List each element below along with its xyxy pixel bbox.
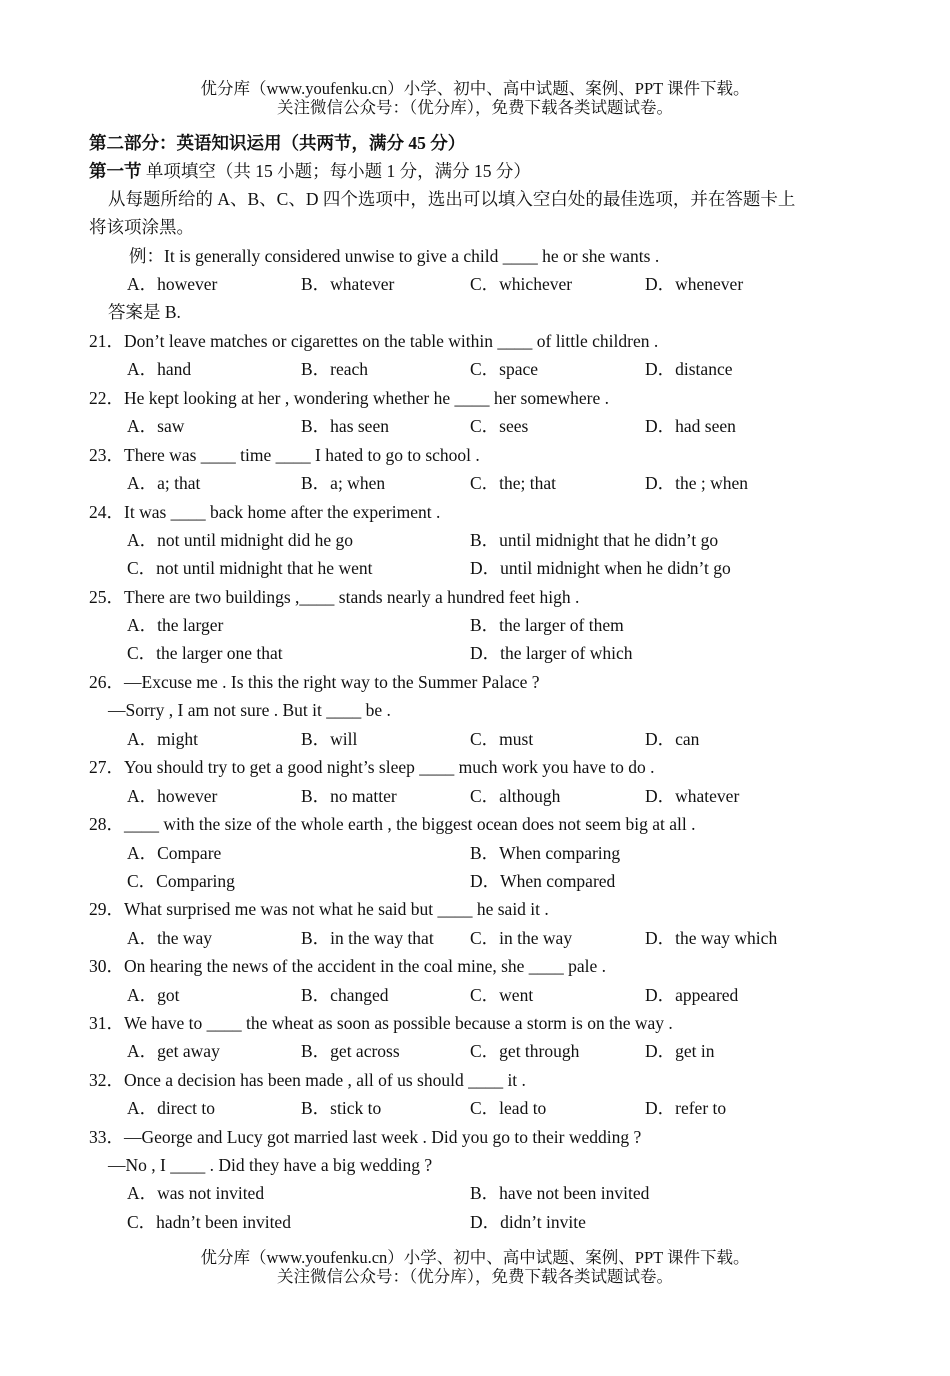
header-line-1: 优分库（www.youfenku.cn）小学、初中、高中试题、案例、PPT 课件下载。 (200, 79, 750, 98)
question-number: 27． (89, 757, 124, 777)
q29-option-b: B．in the way that (301, 928, 434, 948)
q30-option-c: C．went (470, 985, 534, 1005)
question-number: 25． (89, 587, 124, 607)
q22-option-b: B．has seen (301, 416, 389, 436)
q31-option-c: C．get through (470, 1041, 580, 1061)
q30-option-a: A．got (127, 985, 180, 1005)
q26-option-c: C．must (470, 729, 534, 749)
q28-option-a: A．Compare (127, 843, 222, 863)
example-stem: 例：It is generally considered unwise to give a child ____ he or she wants . (129, 246, 660, 266)
q23-option-a: A．a; that (127, 473, 201, 493)
q28-option-c: C．Comparing (127, 871, 235, 891)
instructions-line-2: 将该项涂黑。 (89, 217, 194, 237)
question-stem: Don’t leave matches or cigarettes on the table within ____ of little children . (124, 331, 659, 351)
question-29 (89, 899, 549, 919)
question-stem: He kept looking at her , wondering whether he ____ her somewhere . (124, 388, 609, 408)
q27-option-b: B．no matter (301, 786, 397, 806)
question-26-reply: —Sorry , I am not sure . But it ____ be . (108, 700, 391, 720)
q31-option-b: B．get across (301, 1041, 400, 1061)
question-stem: —George and Lucy got married last week . Did you go to their wedding ? (124, 1127, 642, 1147)
section-desc: 单项填空（共 15 小题；每小题 1 分，满分 15 分） (145, 161, 531, 181)
q26-option-a: A．might (127, 729, 198, 749)
question-number: 29． (89, 899, 124, 919)
example-option-c: C．whichever (470, 274, 573, 294)
q31-option-d: D．get in (645, 1041, 715, 1061)
example-option-d: D．whenever (645, 274, 744, 294)
header-line-2: 关注微信公众号：（优分库），免费下载各类试题试卷。 (277, 98, 673, 117)
q25-option-b: B．the larger of them (470, 615, 624, 635)
q29-option-d: D．the way which (645, 928, 778, 948)
question-28 (89, 814, 696, 834)
q33-option-a: A．was not invited (127, 1183, 265, 1203)
q23-option-b: B．a; when (301, 473, 386, 493)
question-27 (89, 757, 654, 777)
q31-option-a: A．get away (127, 1041, 220, 1061)
page-footer (0, 1248, 950, 1286)
q33-option-d: D．didn’t invite (470, 1212, 586, 1232)
q25-option-d: D．the larger of which (470, 643, 633, 663)
q24-option-b: B．until midnight that he didn’t go (470, 530, 719, 550)
q26-option-d: D．can (645, 729, 700, 749)
q22-option-c: C．sees (470, 416, 529, 436)
q21-option-d: D．distance (645, 359, 733, 379)
instructions-line-1: 从每题所给的 A、B、C、D 四个选项中，选出可以填入空白处的最佳选项，并在答题卡上 (108, 189, 796, 209)
question-number: 26． (89, 672, 124, 692)
question-30 (89, 956, 606, 976)
section-heading (89, 161, 531, 181)
question-stem: There are two buildings ,____ stands nearly a hundred feet high . (124, 587, 580, 607)
example-option-b: B．whatever (301, 274, 395, 294)
q28-option-d: D．When compared (470, 871, 616, 891)
footer-line-2: 关注微信公众号：（优分库），免费下载各类试题试卷。 (277, 1267, 673, 1286)
question-33 (89, 1127, 641, 1147)
question-32 (89, 1070, 526, 1090)
q25-option-a: A．the larger (127, 615, 224, 635)
q27-option-d: D．whatever (645, 786, 740, 806)
question-stem: ____ with the size of the whole earth , the biggest ocean does not seem big at all . (124, 814, 696, 834)
question-stem: On hearing the news of the accident in the coal mine, she ____ pale . (124, 956, 607, 976)
question-stem: —Excuse me . Is this the right way to the Summer Palace ? (124, 672, 540, 692)
q29-option-c: C．in the way (470, 928, 573, 948)
question-31 (89, 1013, 673, 1033)
question-number: 28． (89, 814, 124, 834)
page-header (0, 79, 950, 117)
q26-option-b: B．will (301, 729, 358, 749)
q23-option-d: D．the ; when (645, 473, 749, 493)
question-number: 31． (89, 1013, 124, 1033)
question-33-reply: —No , I ____ . Did they have a big wedding ? (108, 1155, 433, 1175)
question-stem: There was ____ time ____ I hated to go to school . (124, 445, 480, 465)
q23-option-c: C．the; that (470, 473, 557, 493)
question-21 (89, 331, 658, 351)
q22-option-d: D．had seen (645, 416, 736, 436)
q25-option-c: C．the larger one that (127, 643, 283, 663)
q32-option-c: C．lead to (470, 1098, 547, 1118)
question-number: 30． (89, 956, 124, 976)
q21-option-c: C．space (470, 359, 539, 379)
question-number: 32． (89, 1070, 124, 1090)
q21-option-a: A．hand (127, 359, 192, 379)
q32-option-d: D．refer to (645, 1098, 727, 1118)
q24-option-d: D．until midnight when he didn’t go (470, 558, 731, 578)
question-22 (89, 388, 609, 408)
q32-option-a: A．direct to (127, 1098, 215, 1118)
question-number: 22． (89, 388, 124, 408)
question-number: 33． (89, 1127, 124, 1147)
q33-option-b: B．have not been invited (470, 1183, 650, 1203)
q27-option-c: C．although (470, 786, 561, 806)
question-23 (89, 445, 480, 465)
q29-option-a: A．the way (127, 928, 213, 948)
q27-option-a: A．however (127, 786, 218, 806)
example-answer: 答案是 B. (108, 302, 181, 322)
question-stem: We have to ____ the wheat as soon as possible because a storm is on the way . (124, 1013, 673, 1033)
question-stem: You should try to get a good night’s sleep ____ much work you have to do . (124, 757, 655, 777)
question-number: 23． (89, 445, 124, 465)
q24-option-c: C．not until midnight that he went (127, 558, 373, 578)
q33-option-c: C．hadn’t been invited (127, 1212, 291, 1232)
question-number: 21． (89, 331, 124, 351)
question-25 (89, 587, 579, 607)
question-24 (89, 502, 440, 522)
q24-option-a: A．not until midnight did he go (127, 530, 354, 550)
section-label: 第一节 (89, 161, 142, 181)
q21-option-b: B．reach (301, 359, 369, 379)
q32-option-b: B．stick to (301, 1098, 382, 1118)
q30-option-b: B．changed (301, 985, 389, 1005)
question-26 (89, 672, 540, 692)
footer-line-1: 优分库（www.youfenku.cn）小学、初中、高中试题、案例、PPT 课件下载。 (200, 1248, 750, 1267)
q30-option-d: D．appeared (645, 985, 739, 1005)
q22-option-a: A．saw (127, 416, 185, 436)
question-stem: What surprised me was not what he said but ____ he said it . (124, 899, 549, 919)
part-title: 第二部分：英语知识运用（共两节，满分 45 分） (89, 133, 466, 153)
example-option-a: A．however (127, 274, 218, 294)
question-stem: Once a decision has been made , all of us should ____ it . (124, 1070, 526, 1090)
question-stem: It was ____ back home after the experiment . (124, 502, 441, 522)
q28-option-b: B．When comparing (470, 843, 621, 863)
question-number: 24． (89, 502, 124, 522)
